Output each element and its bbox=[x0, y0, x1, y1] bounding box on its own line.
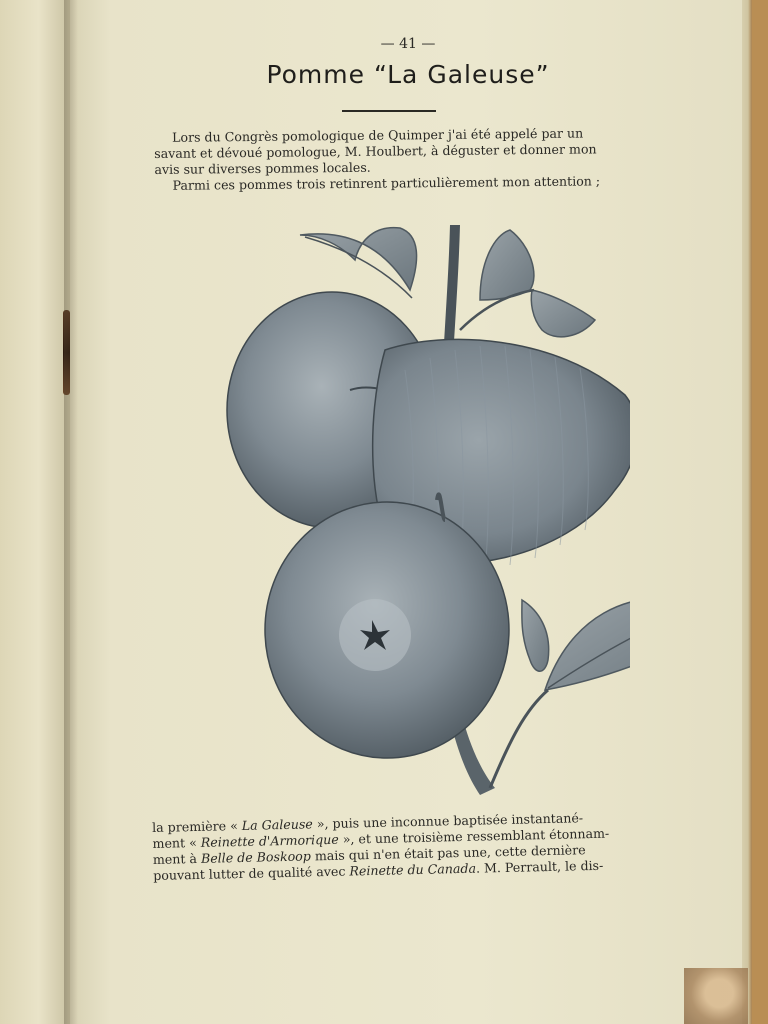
intro-line: Parmi ces pommes trois retinrent particulièrement mon attention ; bbox=[172, 173, 601, 193]
title-underline bbox=[342, 110, 436, 112]
page-number: — 41 — bbox=[380, 36, 436, 52]
apple-illustration bbox=[150, 220, 630, 810]
intro-line: savant et dévoué pomologue, M. Houlbert, à déguster et donner mon bbox=[154, 141, 597, 161]
body-line: ment à Belle de Boskoop mais qui n'en était pas une, cette dernière bbox=[152, 842, 586, 867]
thumbnail-image bbox=[684, 968, 748, 1024]
leaf-bottom-right bbox=[545, 598, 630, 690]
intro-paragraph bbox=[154, 125, 625, 194]
leaf-small-right bbox=[531, 290, 595, 337]
leaf-top-right bbox=[480, 230, 534, 300]
book-gutter bbox=[64, 0, 78, 1024]
body-line: ment « Reinette d'Armorique », et une troisième ressemblant étonnam- bbox=[152, 825, 610, 851]
body-line: la première « La Galeuse », puis une inconnue baptisée instantané- bbox=[152, 810, 584, 835]
body-line: pouvant lutter de qualité avec Reinette du Canada. M. Perrault, le dis- bbox=[153, 857, 604, 883]
page-title: Pomme “La Galeuse” bbox=[266, 60, 550, 89]
page-edge bbox=[742, 0, 752, 1024]
right-page bbox=[70, 0, 746, 1024]
leaf-bottom-small bbox=[522, 600, 549, 671]
intro-line: Lors du Congrès pomologique de Quimper j'ai été appelé par un bbox=[171, 125, 584, 145]
intro-line: avis sur diverses pommes locales. bbox=[154, 159, 371, 177]
left-page bbox=[0, 0, 70, 1024]
body-paragraph bbox=[152, 809, 643, 884]
